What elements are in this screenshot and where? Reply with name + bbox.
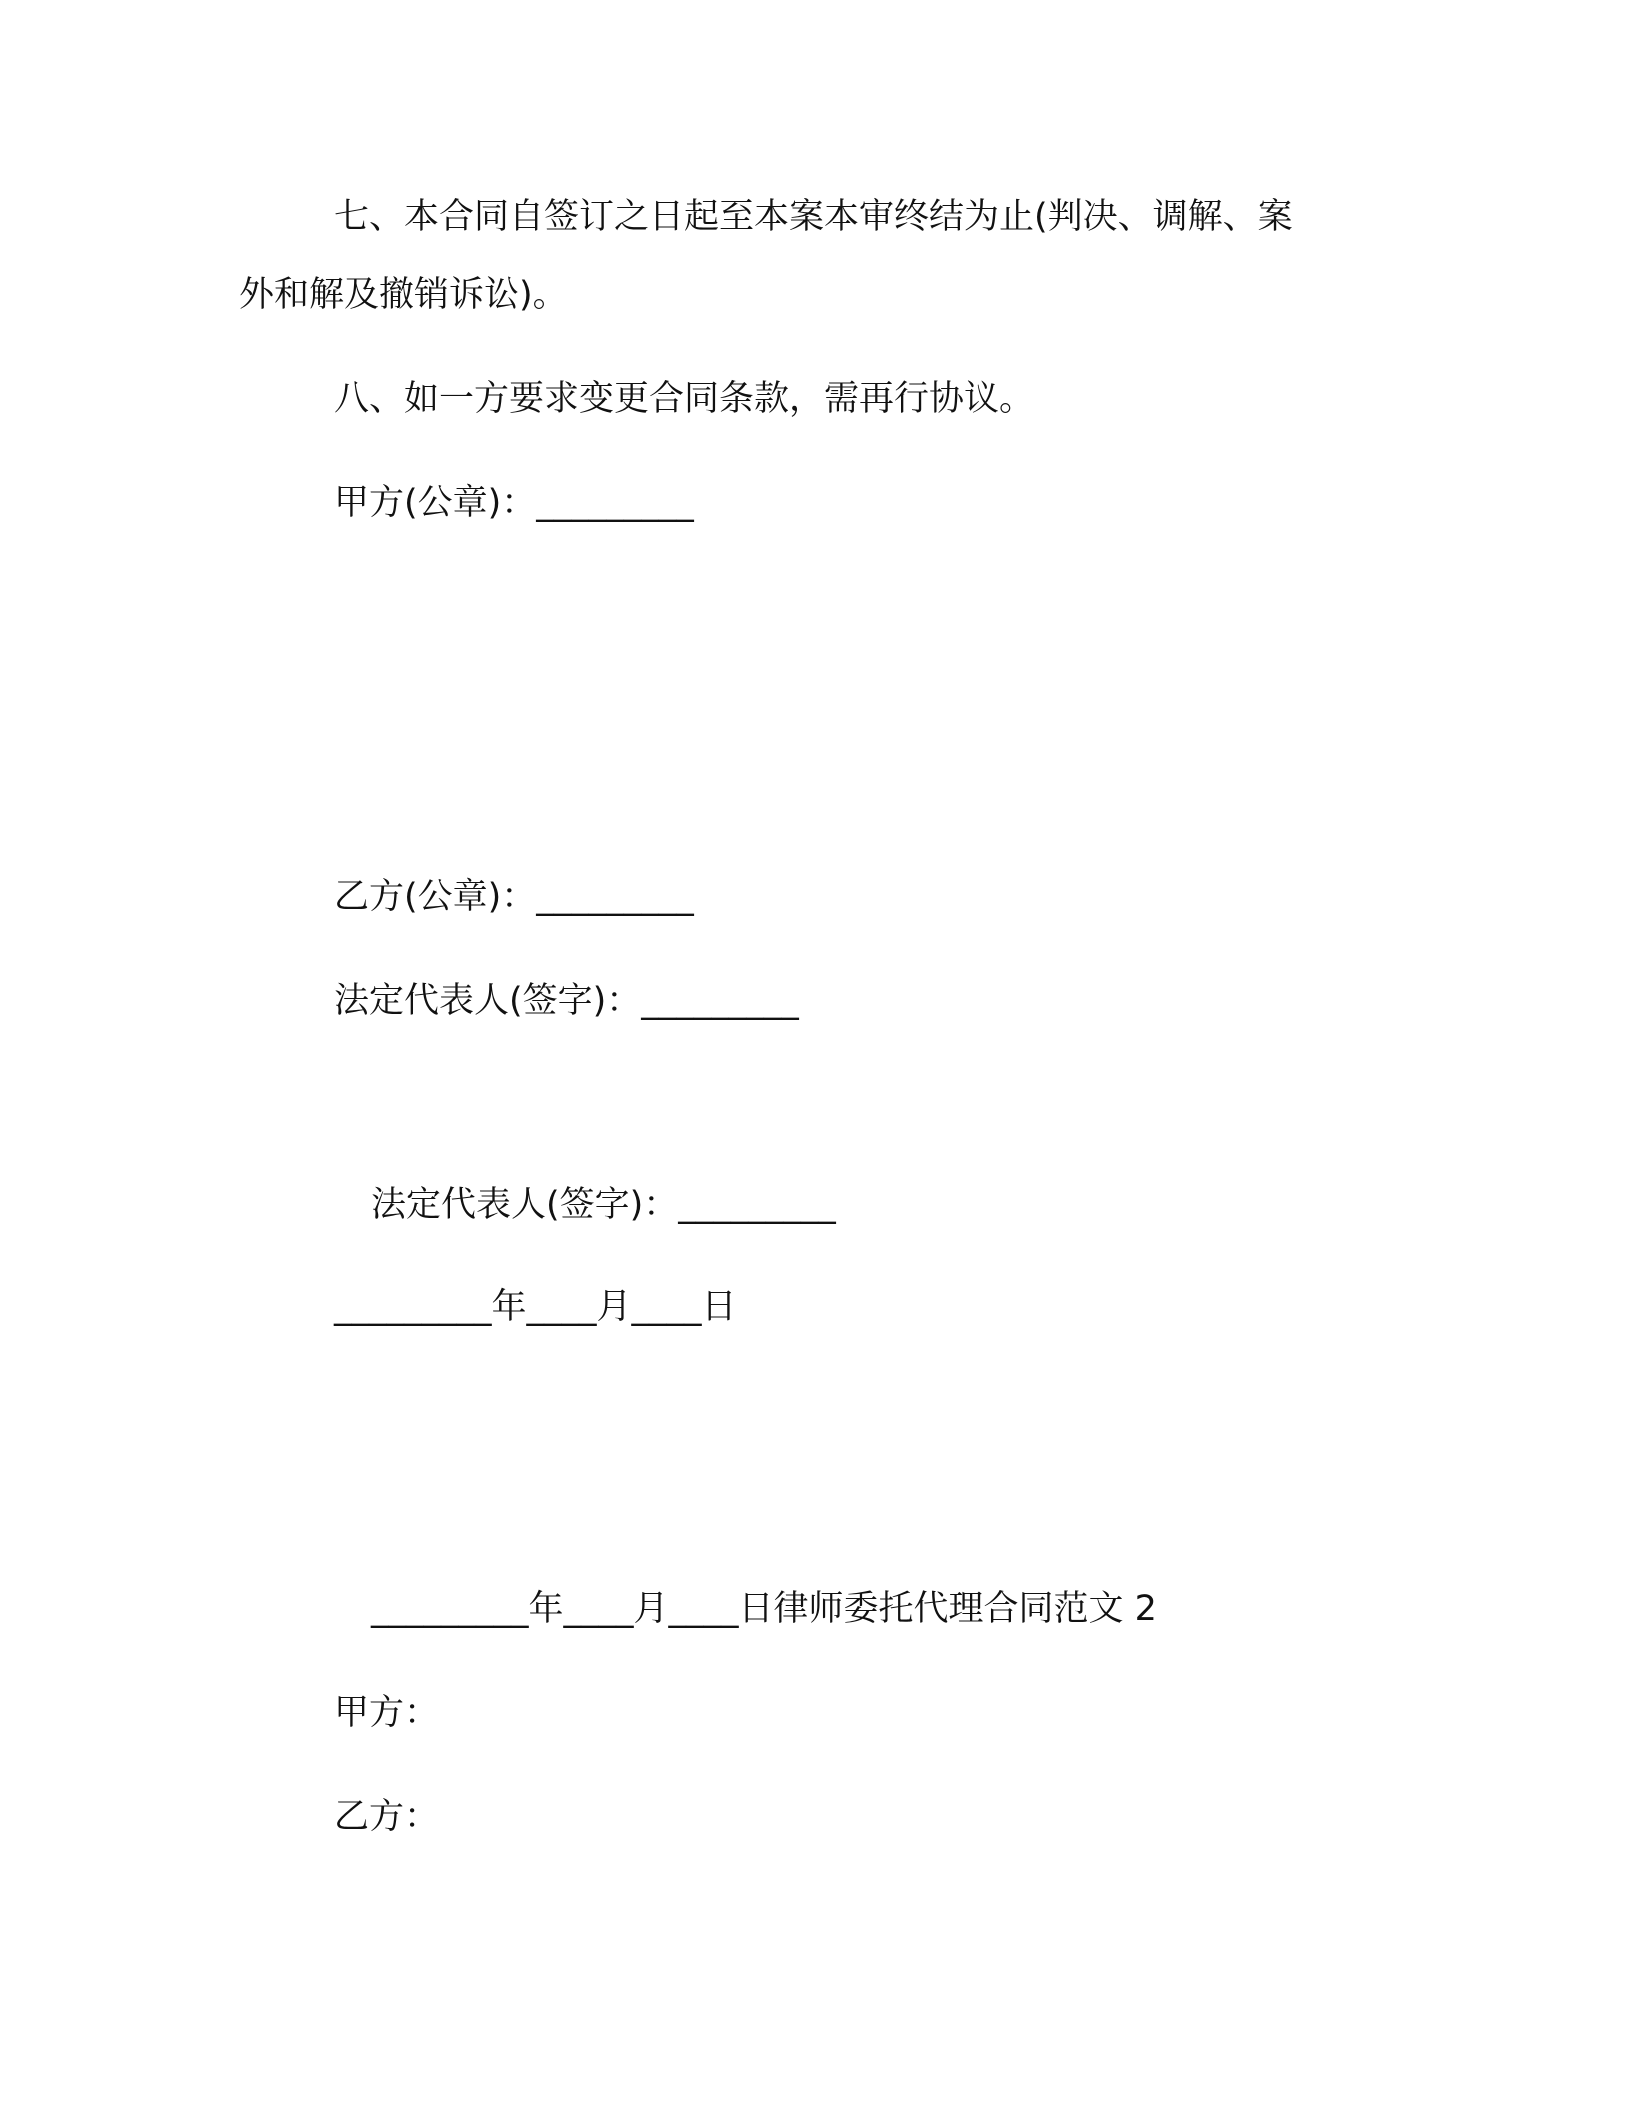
party-b-seal-field: 乙方(公章)：_________ [334,877,694,917]
party-a-label: 甲方： [334,1693,440,1733]
legal-rep-signature-field-2: 法定代表人(签字)：_________ [371,1185,836,1225]
clause-7-line-1: 七、本合同自签订之日起至本案本审终结为止(判决、调解、案 [334,197,1293,237]
party-a-seal-field: 甲方(公章)：_________ [334,483,694,523]
clause-8: 八、如一方要求变更合同条款，需再行协议。 [334,379,1035,419]
date-and-template-title: _________年____月____日律师委托代理合同范文 2 [371,1589,1157,1629]
clause-7-line-2: 外和解及撤销诉讼)。 [239,275,568,315]
legal-rep-signature-field-1: 法定代表人(签字)：_________ [334,981,799,1021]
date-field: _________年____月____日 [334,1287,737,1327]
party-b-label: 乙方： [334,1797,440,1837]
